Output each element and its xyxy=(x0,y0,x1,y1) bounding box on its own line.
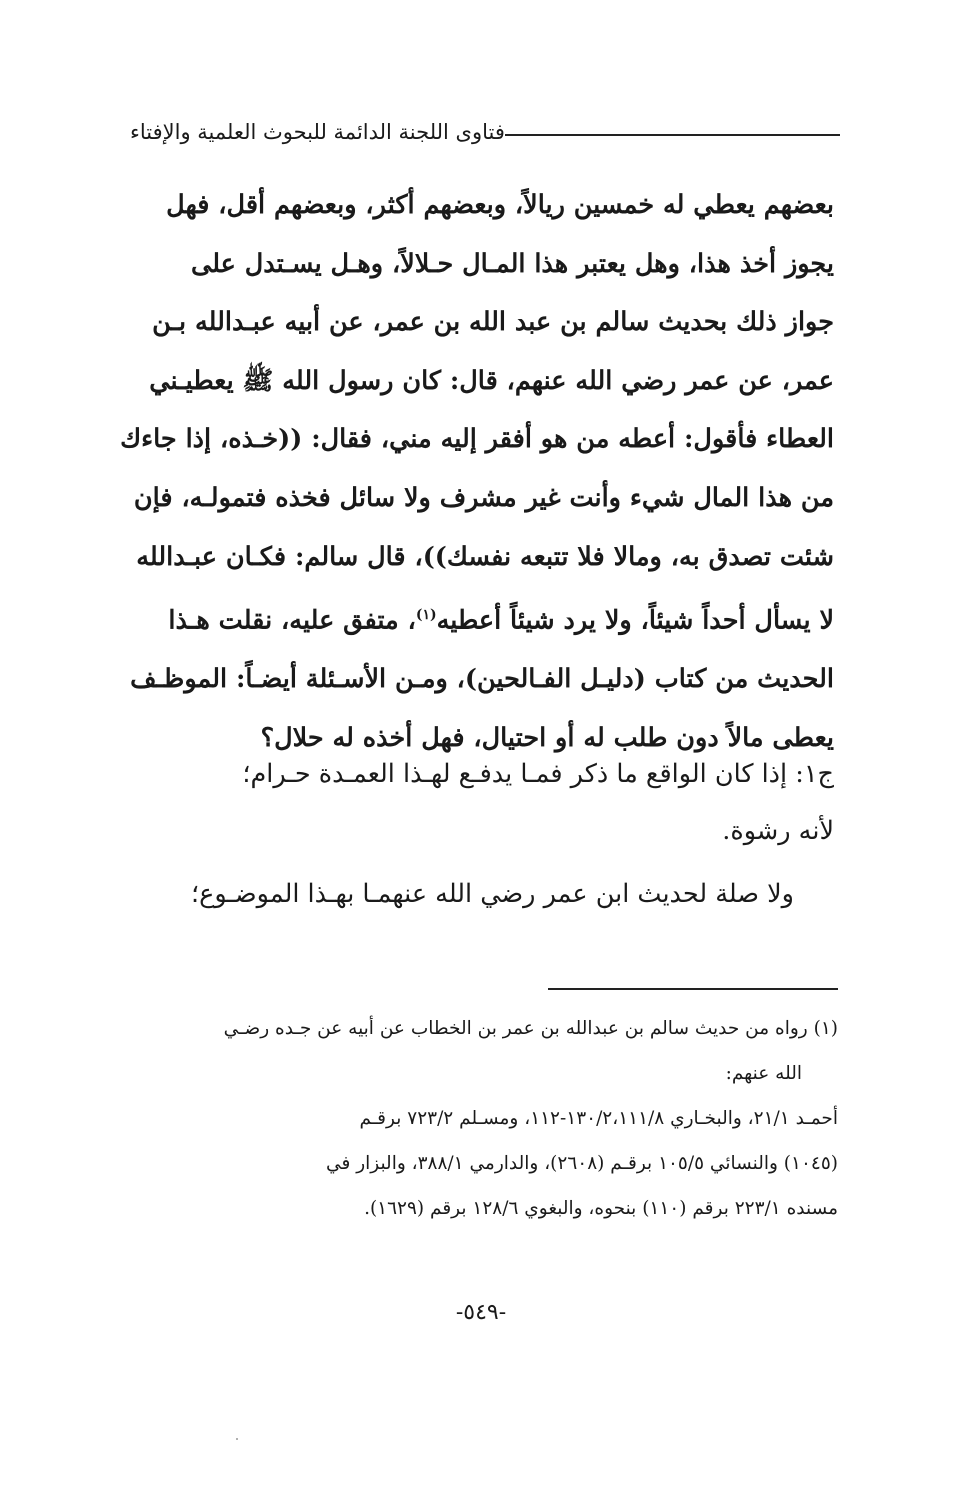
footnote-line: الله عنهم: xyxy=(725,1063,802,1084)
question-line: شئت تصدق به، ومالا فلا تتبعه نفسك))، قال سالم: فكـان عبـدالله xyxy=(136,541,834,572)
question-line: يعطى مالاً دون طلب له أو احتيال، فهل أخذه له حلال؟ xyxy=(260,722,834,753)
scan-speck xyxy=(236,1438,238,1440)
question-line: العطاء فأقول: أعطه من هو أفقر إليه مني، فقال: ((خـذه، إذا جاءك xyxy=(120,424,834,455)
question-line-tail: ، متفق عليه، نقلت هـذا xyxy=(168,605,416,636)
page-number: -٥٤٩- xyxy=(455,1300,507,1325)
question-line: يجوز أخذ هذا، وهل يعتبر هذا المـال حـلالاً، وهـل يسـتدل على xyxy=(190,248,834,279)
footnote-reference[interactable]: (١) xyxy=(415,607,437,624)
footnote-line: أحمـد ٢١/١، والبخـاري ١٣٠/٢،١١١/٨-١١٢، ومسـلم ٧٢٣/٢ برقـم xyxy=(359,1108,838,1129)
footnote-line: (١) رواه من حديث سالم بن عبدالله بن عمر بن الخطاب عن أبيه عن جـده رضـي xyxy=(223,1018,838,1039)
question-paragraph xyxy=(120,176,834,767)
question-line-text: لا يسأل أحداً شيئاً، ولا يرد شيئاً أعطيه xyxy=(436,605,834,636)
question-line: عمر، عن عمر رضي الله عنهم، قال: كان رسول الله ﷺ يعطيـني xyxy=(149,365,834,396)
header-rule xyxy=(505,134,840,136)
answer-line: لأنه رشوة. xyxy=(722,816,834,846)
answer-line: ولا صلة لحديث ابن عمر رضي الله عنهمـا بهـذا الموضـوع؛ xyxy=(191,879,794,909)
footnote-line: (١٠٤٥) والنسائي ١٠٥/٥ برقـم (٢٦٠٨)، والدارمي ٣٨٨/١، والبزار في xyxy=(326,1153,838,1174)
footnote-separator xyxy=(548,988,838,990)
header-title: فتاوى اللجنة الدائمة للبحوث العلمية والإفتاء xyxy=(130,120,505,144)
answer-line: ج١: إذا كان الواقع ما ذكر فمـا يدفـع لهـذا العمـدة حـرام؛ xyxy=(242,759,834,789)
running-header xyxy=(120,112,840,152)
footnotes xyxy=(138,1006,838,1231)
question-line: جواز ذلك بحديث سالم بن عبد الله بن عمر، عن أبيه عبـدالله بـن xyxy=(152,307,834,338)
question-line: بعضهم يعطي له خمسين ريالاً، وبعضهم أكثر، وبعضهم أقل، فهل xyxy=(166,190,834,220)
answer-continuation xyxy=(134,866,794,923)
footnote-line: مسنده ٢٢٣/١ برقم (١١٠) بنحوه، والبغوي ١٢٨/٦ برقم (١٦٢٩). xyxy=(364,1198,838,1219)
answer-paragraph xyxy=(134,746,834,860)
question-line xyxy=(168,586,834,650)
question-line: من هذا المال شيء وأنت غير مشرف ولا سائل فخذه فتمولـه، فإن xyxy=(133,482,834,513)
question-line: الحديث من كتاب (دليـل الفـالحين)، ومـن الأسـئلة أيضـاً: الموظـف xyxy=(130,664,834,695)
